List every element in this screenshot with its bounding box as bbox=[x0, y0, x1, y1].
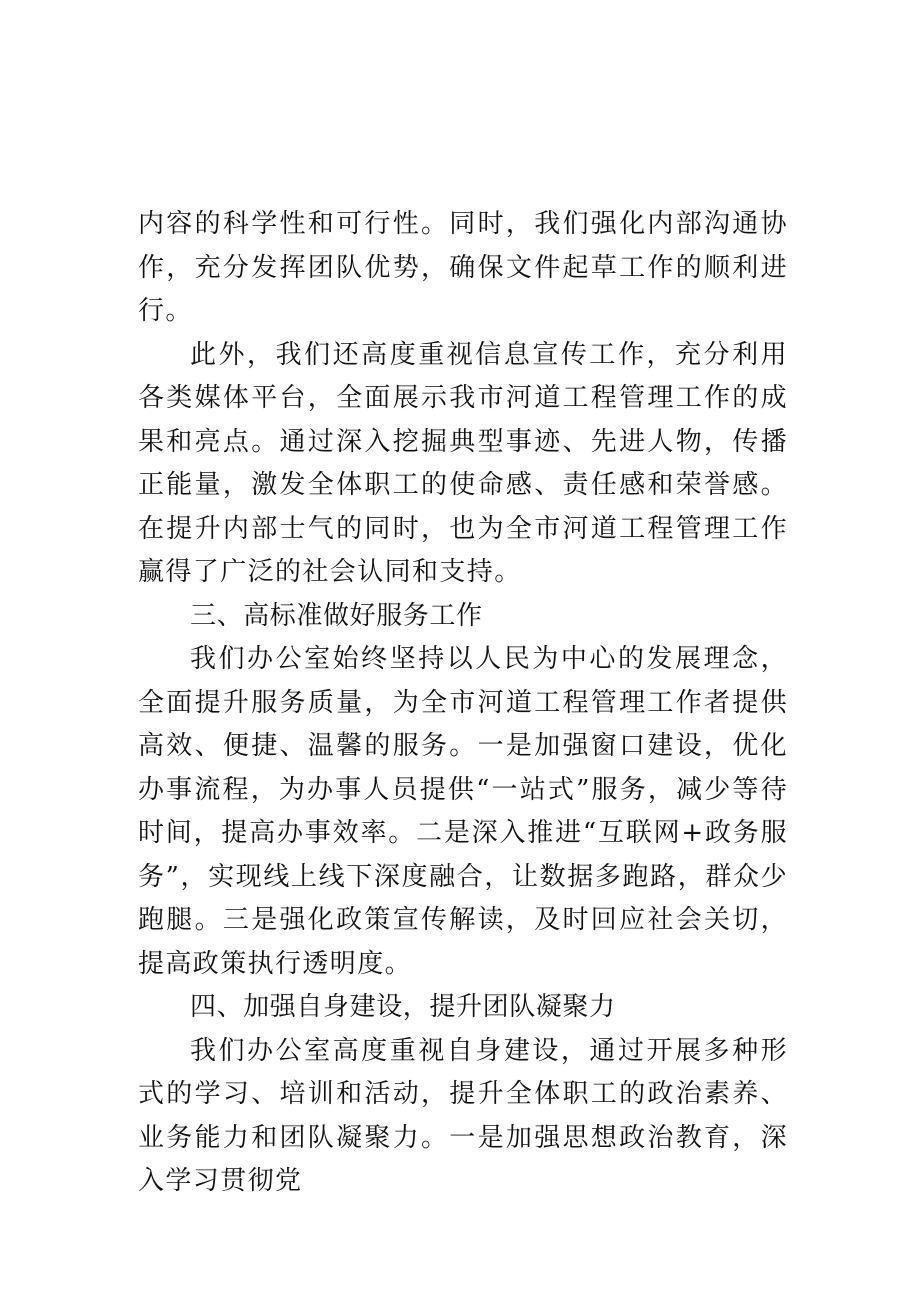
paragraph-continuation: 内容的科学性和可行性。同时，我们强化内部沟通协作，充分发挥团队优势，确保文件起草工作的顺利进行。 bbox=[138, 209, 788, 326]
section-heading-4: 四、加强自身建设，提升团队凝聚力 bbox=[190, 992, 616, 1022]
document-body bbox=[138, 203, 788, 1204]
paragraph-information-publicity: 此外，我们还高度重视信息宣传工作，充分利用各类媒体平台，全面展示我市河道工程管理工作的成果和亮点。通过深入挖掘典型事迹、先进人物，传播正能量，激发全体职工的使命感、责任感和荣誉感。在提升内部士气的同时，也为全市河道工程管理工作赢得了广泛的社会认同和支持。 bbox=[138, 339, 788, 587]
paragraph-service-work: 我们办公室始终坚持以人民为中心的发展理念，全面提升服务质量，为全市河道工程管理工作者提供高效、便捷、温馨的服务。一是加强窗口建设，优化办事流程，为办事人员提供“一站式”服务，减少等待时间，提高办事效率。二是深入推进“互联网+政务服务”，实现线上线下深度融合，让数据多跑路，群众少跑腿。三是强化政策宣传解读，及时回应社会关切，提高政策执行透明度。 bbox=[138, 644, 788, 979]
section-heading-3: 三、高标准做好服务工作 bbox=[190, 600, 483, 631]
paragraph-self-building: 我们办公室高度重视自身建设，通过开展多种形式的学习、培训和活动，提升全体职工的政治素养、业务能力和团队凝聚力。一是加强思想政治教育，深入学习贯彻党 bbox=[138, 1035, 788, 1196]
